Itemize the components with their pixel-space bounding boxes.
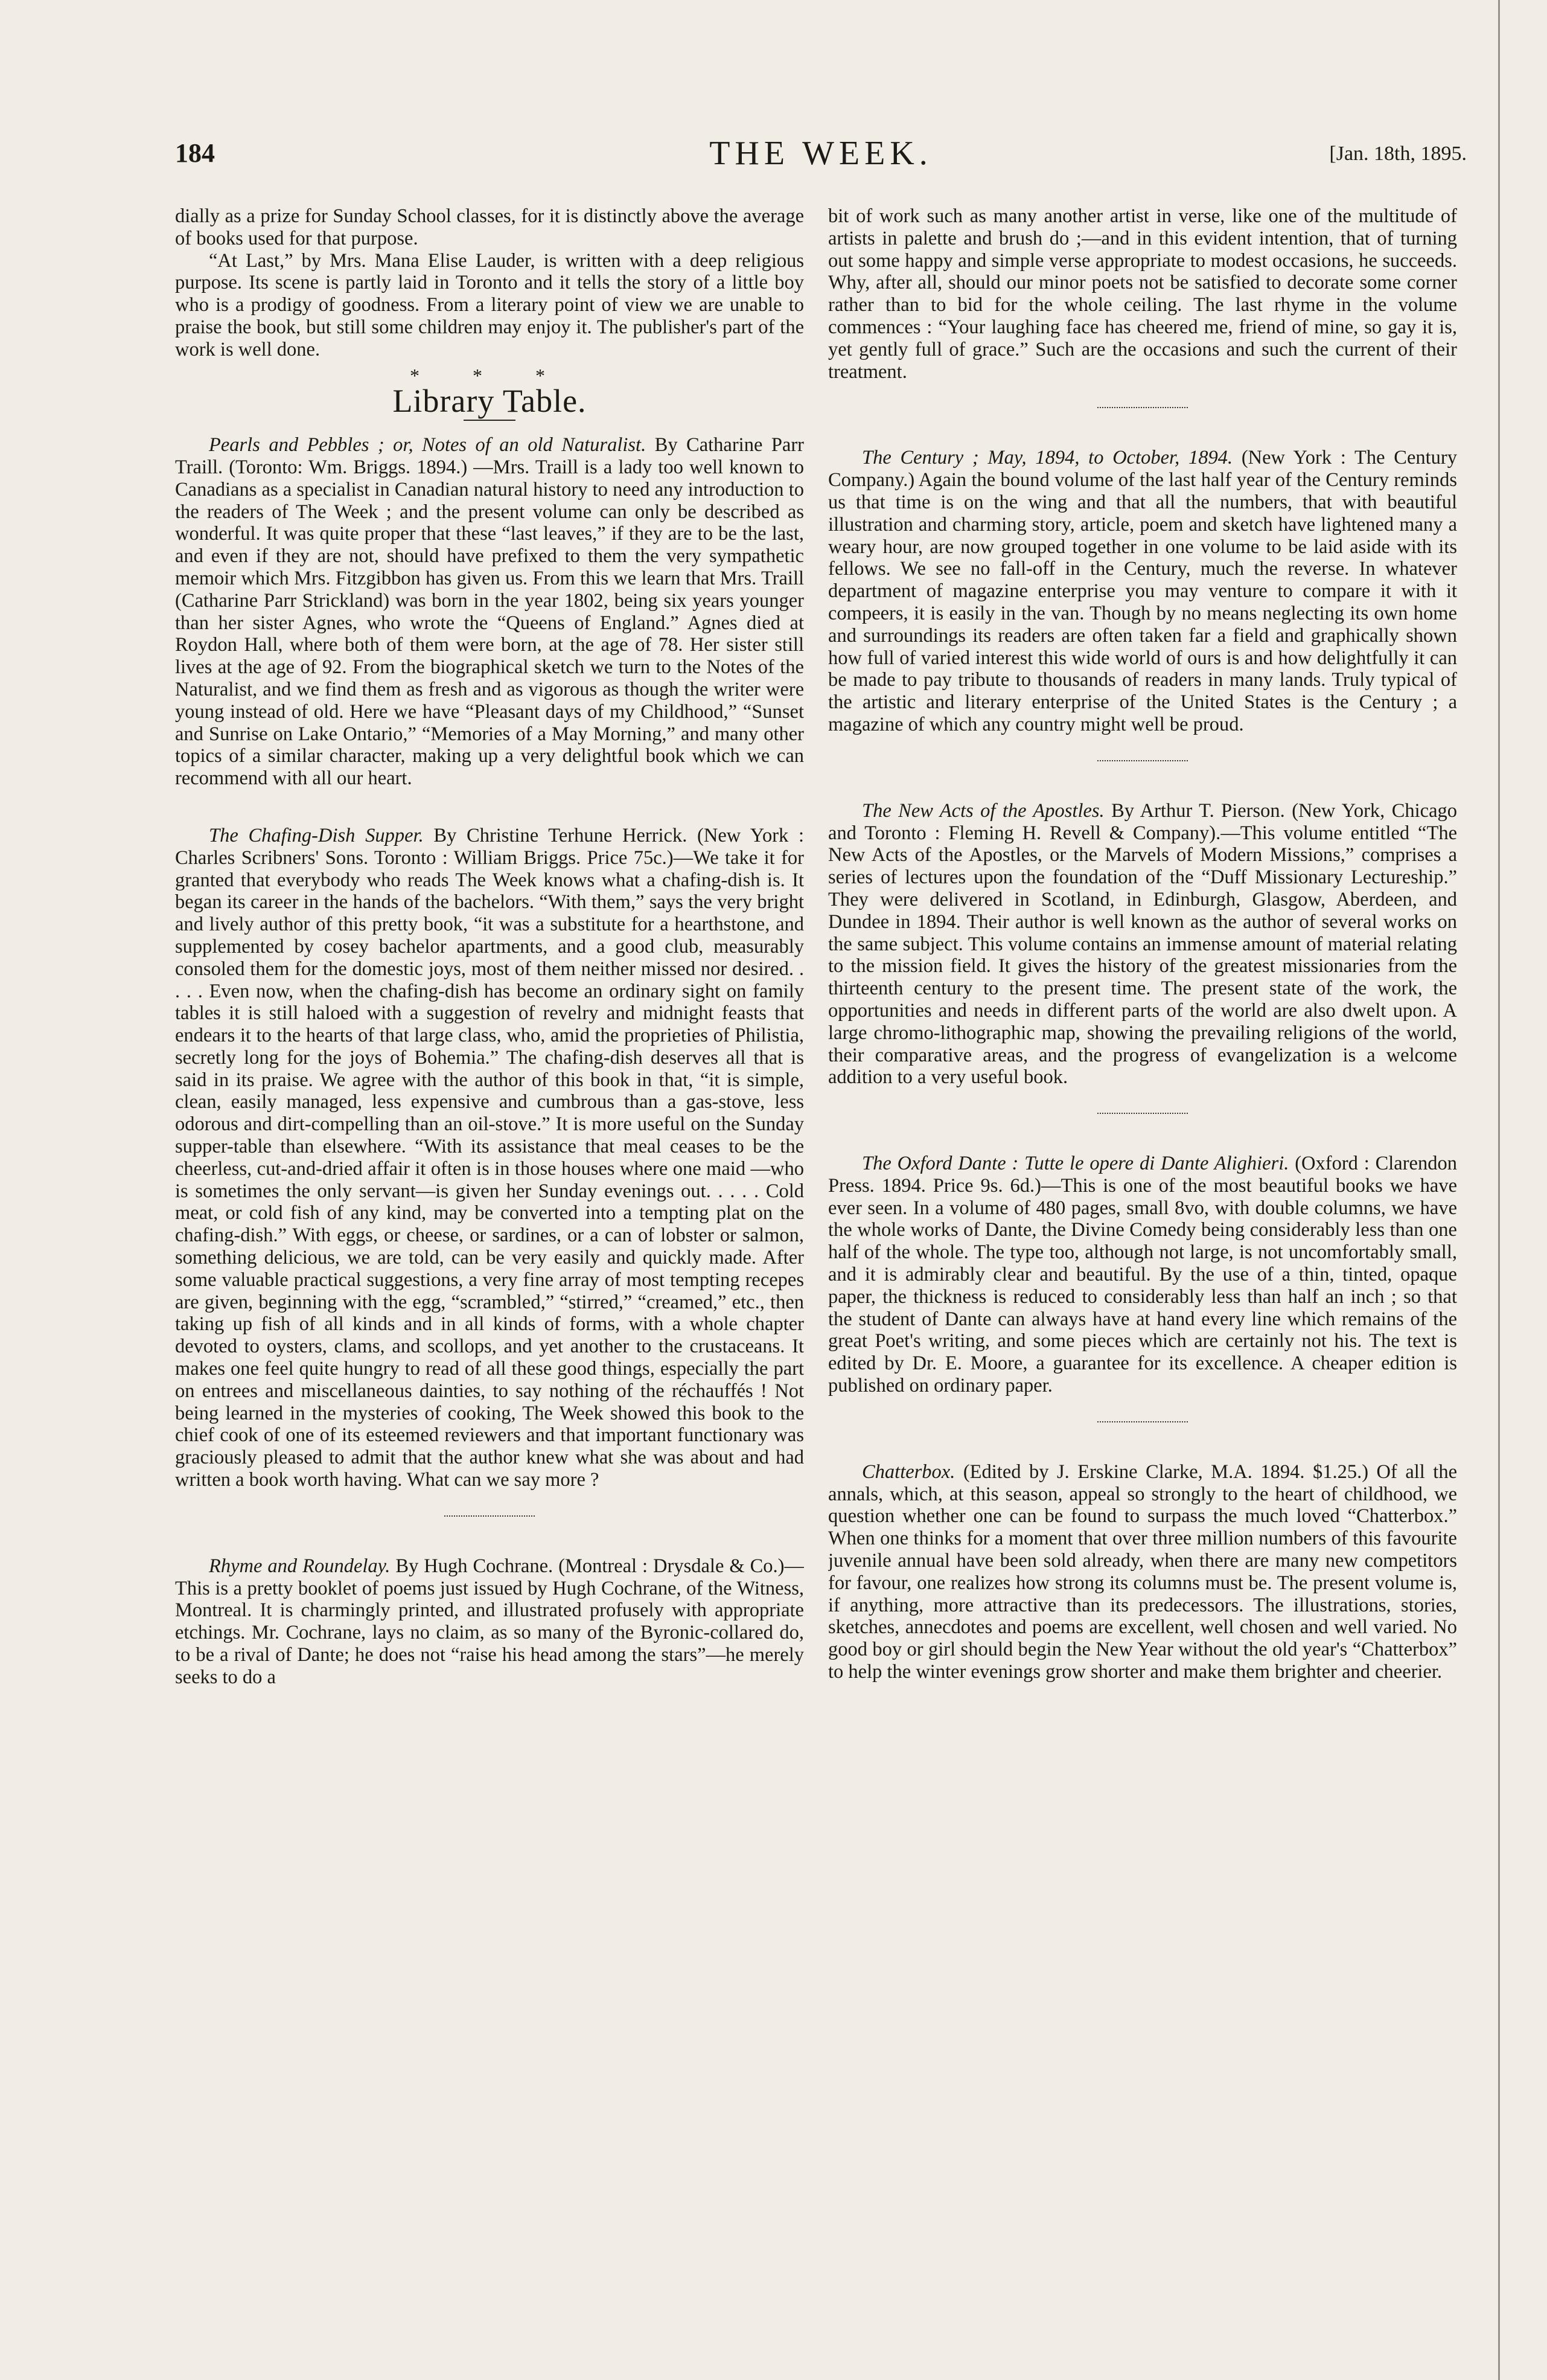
review-chatterbox [828, 1461, 1457, 1683]
review-new-acts-of-the-apostles [828, 800, 1457, 1089]
review-title: Chatterbox. [862, 1460, 955, 1483]
right-column [828, 205, 1457, 2258]
review-pearls-and-pebbles [175, 434, 804, 790]
review-body: By Christine Terhune Herrick. (New York : Charles Scribners' Sons. Toronto : William Briggs. Price 75c.)—We take it for granted that everybody who reads The Week knows what a chafing-dish is. It began its career in the hands of the bachelors. “With them,” says the very bright and lively author of this pretty book, “it was a substitute for a hearthstone, and supplemented by cosey bachelor apartments, and a good club, measurably consoled them for the domestic joys, most of them neither missed nor desired. . . . . Even now, when the chafing-dish has become an ordinary sight on family tables it is still haloed with a suggestion of revelry and midnight feasts that endears it to the hearts of that large class, who, amid the proprieties of Philistia, secretly long for the joys of Bohemia.” The chafing-dish deserves all that is said in its praise. We agree with the author of this book in that, “it is simple, clean, easily managed, less expensive and cumbrous than a gas-stove, less odorous and dirt-compelling than an oil-stove.” It is more useful on the Sunday supper-table than elsewhere. “With its assistance that meal ceases to be the cheerless, cut-and-dried affair it often is in those houses where one maid —who is sometimes the only servant—is given her Sunday evenings out. . . . . Cold meat, or cold fish of any kind, may be converted into a tempting plat on the chafing-dish.” With eggs, or cheese, or sardines, or a can of lobster or salmon, something delicious, we are told, can be very easily and quickly made. After some valuable practical suggestions, a very fine array of most tempting recepes are given, beginning with the egg, “scrambled,” “stirred,” “creamed,” etc., then taking up fish of all kinds and in all kinds of forms, with a whole chapter devoted to oysters, clams, and scollops, and yet another to the crustaceans. It makes one feel quite hungry to read of all these good things, especially the part on entrees and miscellaneous dainties, to say nothing of the réchauffés ! Not being learned in the mysteries of cooking, The Week showed this book to the chief cook of one of its esteemed reviewers and that important functionary was graciously pleased to admit that the author knew what she was about and had written a book worth having. What can we say more ? [175, 824, 804, 1491]
continued-paragraph: bit of work such as many another artist in verse, like one of the multitude of artists in palette and brush do ;—and in this evident intention, that of turning out some happy and simple verse appropriate to modest occasions, he succeeds. Why, after all, should our minor poets not be satisfied to decorate some corner rather than to bid for the whole ceiling. The last rhyme in the volume commences : “Your laughing face has cheered me, friend of mine, so gay it is, yet gently full of grace.” Such are the occasions and such the current of their treatment. [828, 205, 1457, 383]
review-divider [1097, 407, 1188, 408]
continued-paragraph: dially as a prize for Sunday School classes, for it is distinctly above the average of books used for that purpose. [175, 205, 804, 249]
review-title: The New Acts of the Apostles. [862, 799, 1105, 822]
review-divider [444, 1515, 535, 1517]
page-number: 184 [175, 138, 215, 168]
at-last-paragraph: “At Last,” by Mrs. Mana Elise Lauder, is written with a deep religious purpose. Its scene is partly laid in Toronto and it tells the story of a little boy who is a prodigy of goodness. From a literary point of view we are unable to praise the book, but still some children may enjoy it. The publisher's part of the work is well done. [175, 249, 804, 360]
review-body: By Catharine Parr Traill. (Toronto: Wm. Briggs. 1894.) —Mrs. Traill is a lady too well known to Canadians as a specialist in Canadian natural history to need any introduction to the readers of The Week ; and the present volume can only be described as wonderful. It was quite proper that these “last leaves,” if they are to be the last, and even if they are not, should have prefixed to them the very sympathetic memoir which Mrs. Fitzgibbon has given us. From this we learn that Mrs. Traill (Catharine Parr Strickland) was born in the year 1802, being six years younger than her sister Agnes, who wrote the “Queens of England.” Agnes died at Roydon Hall, where both of them were born, at the age of 78. Her sister still lives at the age of 92. From the biographical sketch we turn to the Notes of the Naturalist, and we find them as fresh and as vigorous as though the writer were young instead of old. Here we have “Pleasant days of my Childhood,” “Sunset and Sunrise on Lake Ontario,” “Memories of a May Morning,” and many other topics of a similar character, making up a very delightful book which we can recommend with all our heart. [175, 434, 804, 790]
review-body: (Oxford : Clarendon Press. 1894. Price 9s. 6d.)—This is one of the most beautiful books we have ever seen. In a volume of 480 pages, small 8vo, with double columns, we have the whole works of Dante, the Divine Comedy being considerably less than one half of the whole. The type too, although not large, is not uncomfortably small, and it is admirably clear and beautiful. By the use of a thin, tinted, opaque paper, the thickness is reduced to considerably less than half an inch ; so that the student of Dante can always have at hand every line which remains of the great Poet's writing, and some pieces which are certainly not his. The text is edited by Dr. E. Moore, a guarantee for its excellence. A cheaper edition is published on ordinary paper. [828, 1153, 1457, 1397]
review-the-century [828, 447, 1457, 735]
left-column [175, 205, 804, 2258]
review-title: The Century ; May, 1894, to October, 1894. [862, 447, 1233, 469]
review-title: The Oxford Dante : Tutte le opere di Dante Alighieri. [862, 1153, 1289, 1175]
section-title: Library Table. [392, 383, 587, 420]
section-rule [464, 420, 515, 421]
masthead: THE WEEK. [709, 135, 933, 172]
review-divider [1097, 1421, 1188, 1422]
review-title: Pearls and Pebbles ; or, Notes of an old Naturalist. [209, 434, 646, 456]
review-divider [1097, 760, 1188, 761]
review-body: By Hugh Cochrane. (Montreal : Drysdale & Co.)—This is a pretty booklet of poems just issued by Hugh Cochrane, of the Witness, Montreal. It is charmingly printed, and illustrated profusely with appropriate etchings. Mr. Cochrane, lays no claim, as so many of the Byronic-collared do, to be a rival of Dante; he does not “raise his head among the stars”—he merely seeks to do a [175, 1555, 804, 1688]
review-body: By Arthur T. Pierson. (New York, Chicago and Toronto : Fleming H. Revell & Company).—This volume entitled “The New Acts of the Apostles, or the Marvels of Modern Missions,” comprises a series of lectures upon the foundation of the “Duff Missionary Lectureship.” They were delivered in Scotland, in Edinburgh, Glasgow, Aberdeen, and Dundee in 1894. Their author is well known as the author of several works on the same subject. This volume contains an immense amount of material relating to the mission field. It gives the history of the greatest missionaries from the thirteenth century to the present time. The present state of the work, the opportunities and needs in different parts of the world are also dwelt upon. A large chromo-lithographic map, showing the prevailing religions of the world, their comparative areas, and the progress of evangelization is a welcome addition to a very useful book. [828, 799, 1457, 1089]
review-divider [1097, 1113, 1188, 1114]
review-chafing-dish-supper [175, 825, 804, 1491]
review-title: Rhyme and Roundelay. [209, 1555, 391, 1577]
page-edge-rule [1498, 0, 1500, 2380]
page-header [175, 135, 1467, 180]
review-body: (New York : The Century Company.) Again the bound volume of the last half year of the Century reminds us that time is on the wing and that all the numbers, that with beautiful illustration and charming story, article, poem and sketch have lightened many a weary hour, are now grouped together in one volume to be laid aside with its fellows. We see no fall-off in the Century, much the reverse. In whatever department of magazine enterprise you may venture to compare it with it compeers, it is easily in the van. Though by no means neglecting its own home and surroundings its readers are often taken far a field and graphically shown how full of varied interest this wide world of ours is and how delightfully it can be made to pay tribute to thousands of readers in many lands. Truly typical of the artistic and literary enterprise of the United States is the Century ; a magazine of which any country might well be proud. [828, 447, 1457, 735]
review-rhyme-and-roundelay [175, 1555, 804, 1689]
review-title: The Chafing-Dish Supper. [209, 824, 424, 846]
issue-date: [Jan. 18th, 1895. [1329, 142, 1467, 165]
section-stars: * * * [410, 364, 569, 386]
review-body: (Edited by J. Erskine Clarke, M.A. 1894. $1.25.) Of all the annals, which, at this season, appeal so strongly to the heart of childhood, we question whether one can be found to surpass the much loved “Chatterbox.” When one thinks for a moment that over three million numbers of this favourite juvenile annual have been sold already, when there are many new competitors for favour, one realizes how strong its columns must be. The present volume is, if anything, more attractive than its predecessors. The illustrations, stories, sketches, annecdotes and poems are excellent, well chosen and well varied. No good boy or girl should begin the New Year without the old year's “Chatterbox” to help the winter evenings grow shorter and make them brighter and cheerier. [828, 1460, 1457, 1683]
review-oxford-dante [828, 1153, 1457, 1397]
